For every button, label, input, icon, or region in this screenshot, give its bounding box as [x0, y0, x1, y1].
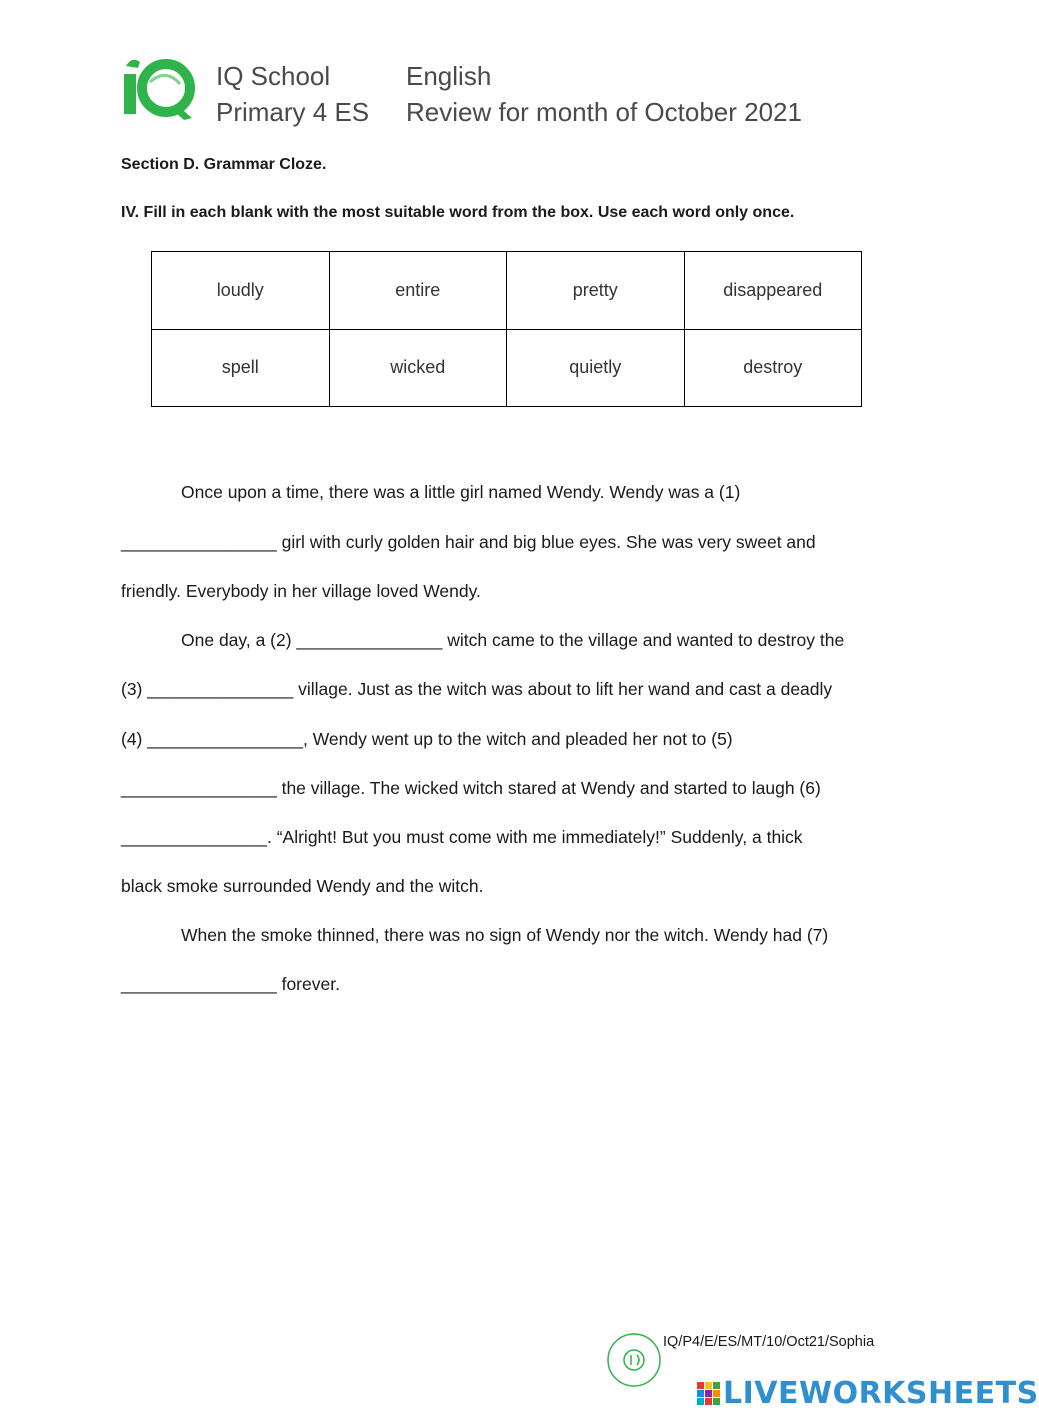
subject-title: English [406, 61, 492, 91]
liveworksheets-brand: LIVEWORKSHEETS [723, 1375, 1039, 1411]
word-box-cell: entire [329, 252, 507, 330]
liveworksheets-blocks-icon [697, 1382, 720, 1405]
passage-line: ________________ the village. The wicked witch stared at Wendy and started to laugh (6) [121, 778, 821, 798]
word-box-table [151, 251, 862, 407]
liveworksheets-logo [697, 1375, 1039, 1411]
passage-line: ________________ girl with curly golden hair and big blue eyes. She was very sweet and [121, 532, 816, 552]
word-box-cell: destroy [684, 329, 862, 407]
word-box-cell: wicked [329, 329, 507, 407]
word-box-row [152, 329, 862, 407]
passage-line: (3) _______________ village. Just as the witch was about to lift her wand and cast a deadly [121, 679, 833, 699]
passage-line: black smoke surrounded Wendy and the witch. [121, 876, 484, 896]
grade-level: Primary 4 ES [216, 97, 370, 127]
word-box-cell: spell [152, 329, 330, 407]
passage-line: Once upon a time, there was a little girl named Wendy. Wendy was a (1) [181, 482, 741, 502]
word-box-row [152, 252, 862, 330]
passage-line: One day, a (2) _______________ witch came to the village and wanted to destroy the [181, 630, 845, 650]
passage-line: friendly. Everybody in her village loved Wendy. [121, 581, 481, 601]
school-name: IQ School [216, 61, 331, 91]
instruction-text: IV. Fill in each blank with the most suitable word from the box. Use each word only once. [121, 204, 795, 221]
approval-stamp-icon [604, 1330, 664, 1390]
iq-school-logo-icon [118, 54, 198, 122]
passage-line: _______________. “Alright! But you must come with me immediately!” Suddenly, a thick [121, 827, 803, 847]
word-box-cell: loudly [152, 252, 330, 330]
review-title: Review for month of October 2021 [406, 97, 802, 127]
section-title: Section D. Grammar Cloze. [121, 156, 327, 173]
word-box-cell: disappeared [684, 252, 862, 330]
word-box-cell: pretty [507, 252, 685, 330]
passage-line: ________________ forever. [121, 974, 340, 994]
word-box-cell: quietly [507, 329, 685, 407]
passage-line: (4) ________________, Wendy went up to the witch and pleaded her not to (5) [121, 729, 733, 749]
passage-line: When the smoke thinned, there was no sign of Wendy nor the witch. Wendy had (7) [181, 925, 829, 945]
document-code: IQ/P4/E/ES/MT/10/Oct21/Sophia [663, 1334, 875, 1350]
